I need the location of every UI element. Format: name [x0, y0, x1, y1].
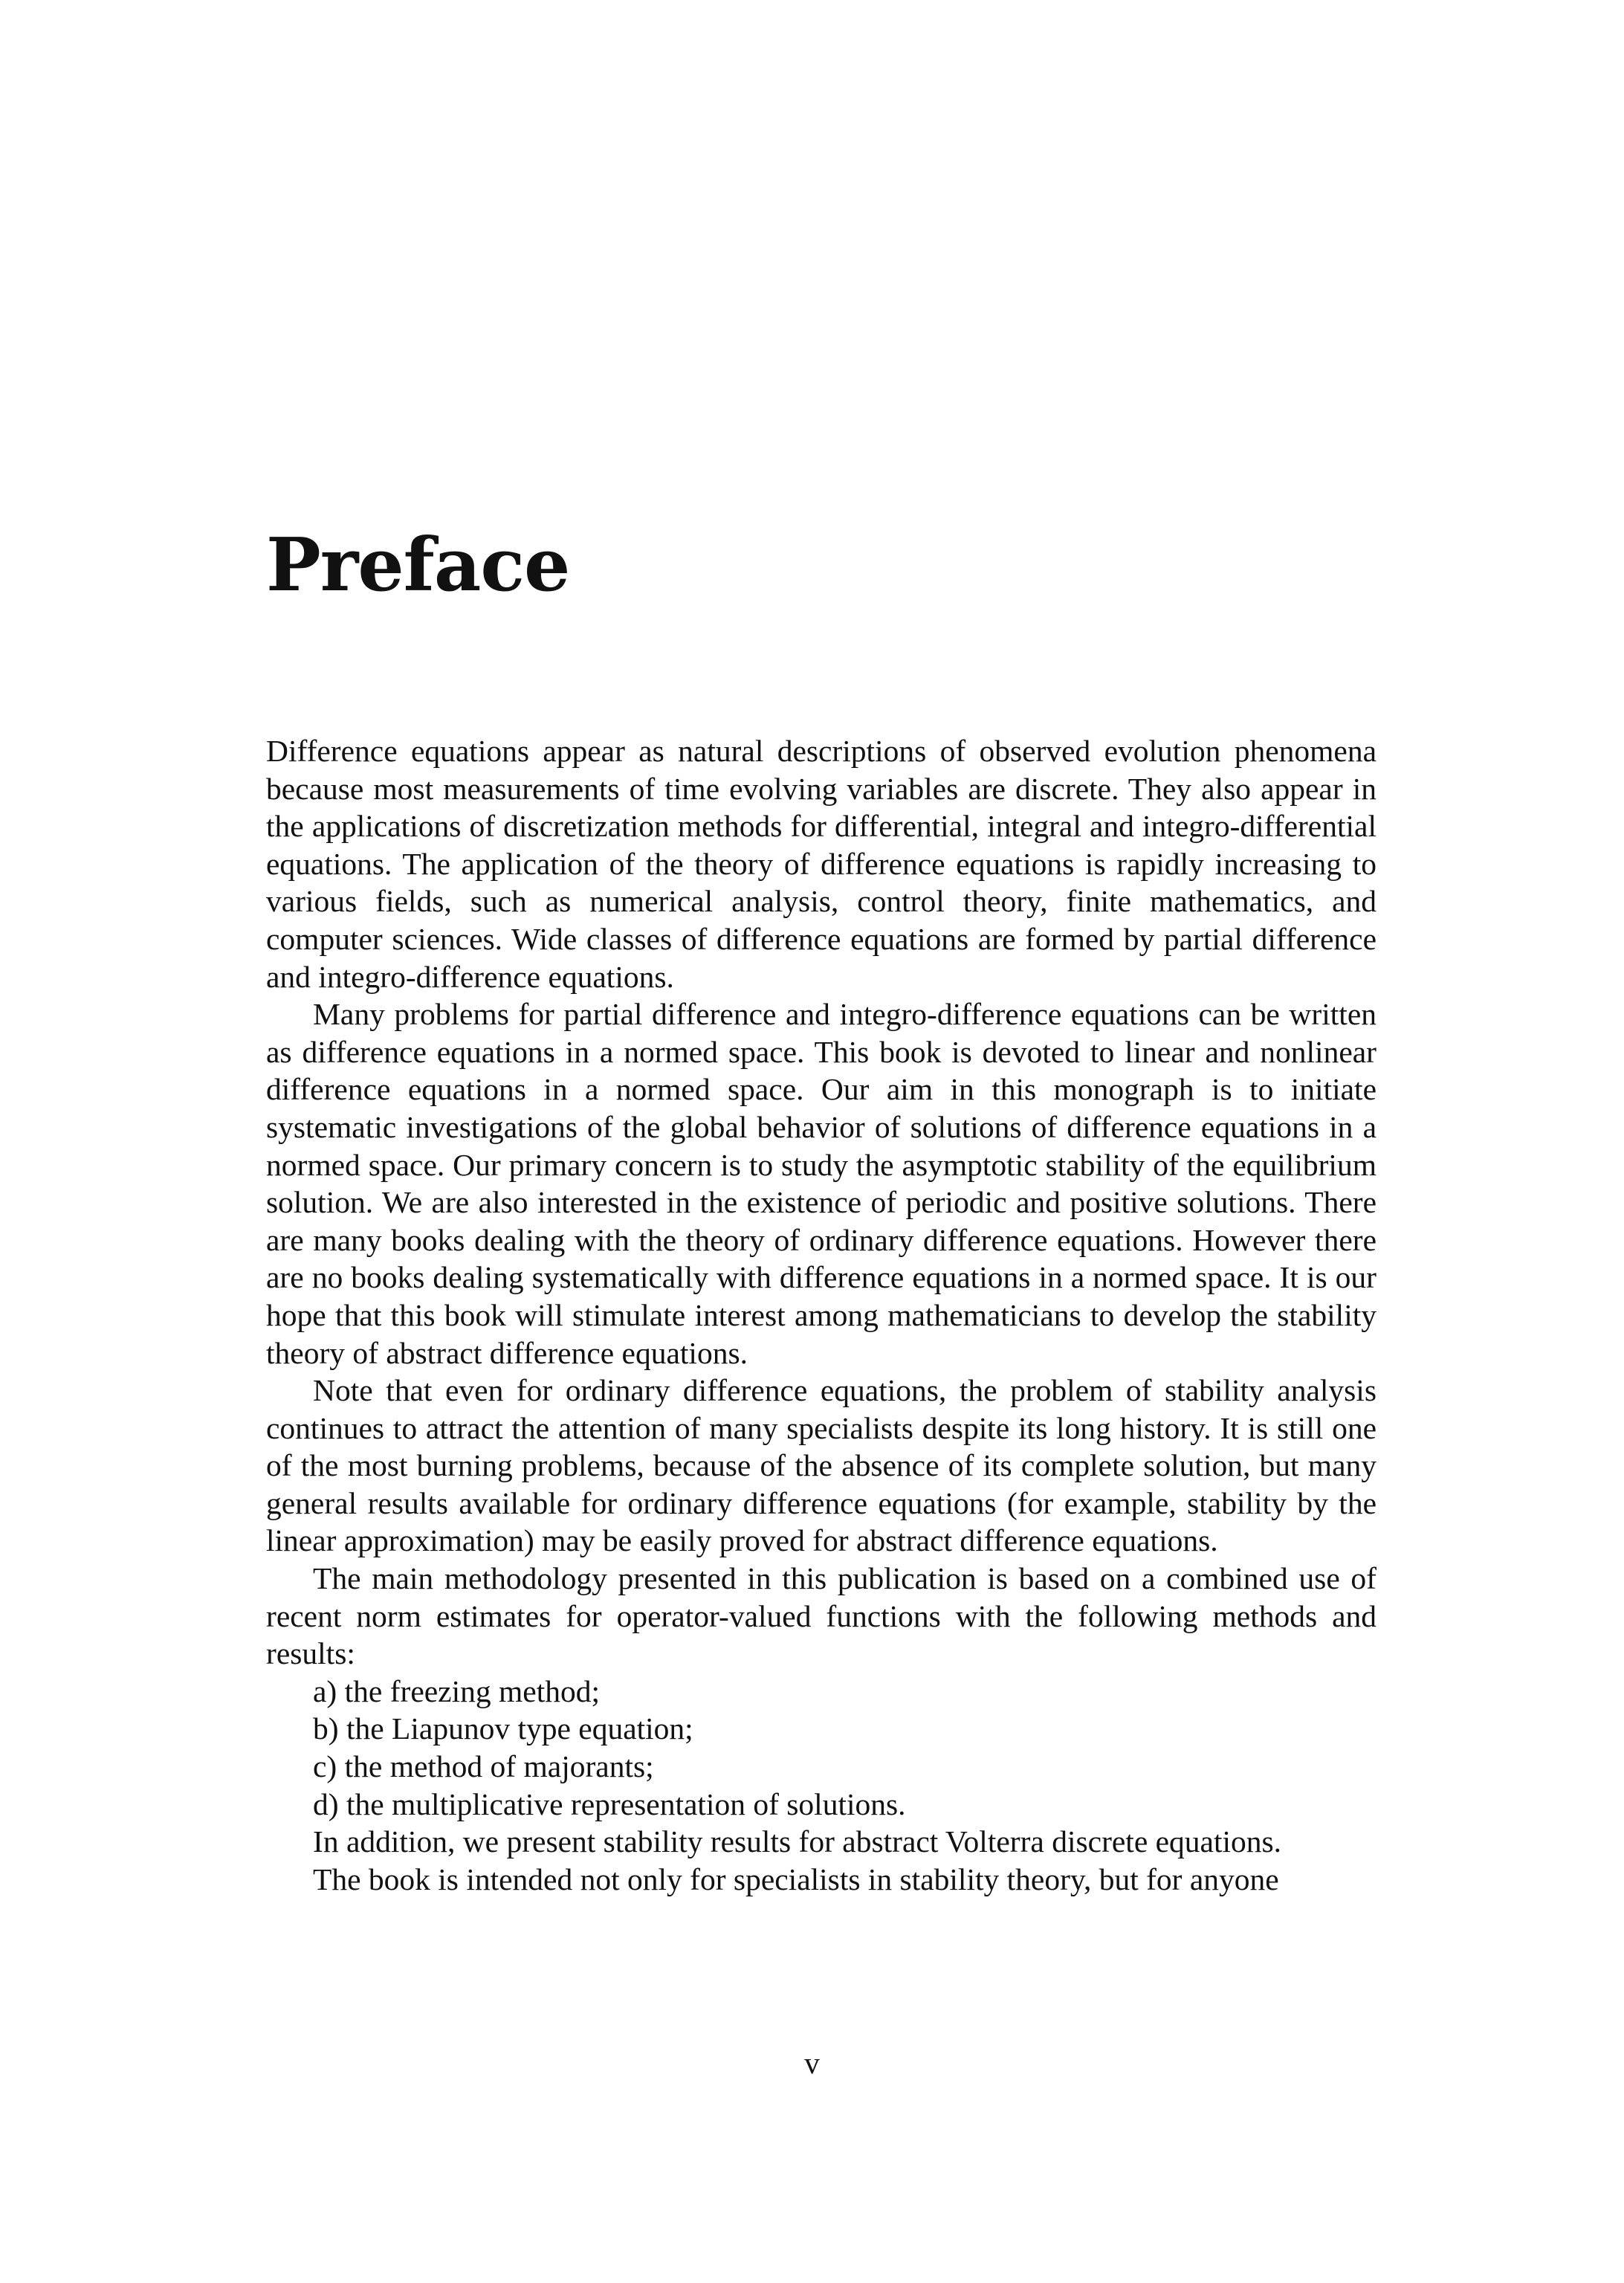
paragraph-4: The main methodology presented in this publication is based on a combined use of recent norm estimates for operator-valued functions with the following methods and results:: [266, 1561, 1376, 1671]
paragraph-2: Many problems for partial difference and integro-difference equations can be written as difference equations in a normed space. This book is devoted to linear and nonlinear difference equations in a normed space. Our aim in this monograph is to initiate systematic investigations of the global behavior of solutions of difference equations in a normed space. Our primary concern is to study the asymptotic stability of the equilibrium solution. We are also interested in the existence of periodic and positive solutions. There are many books dealing with the theory of ordinary difference equations. However there are no books dealing systematically with difference equations in a normed space. It is our hope that this book will stimulate interest among mathematicians to develop the stability theory of abstract difference equations.: [266, 997, 1376, 1370]
paragraph-3: Note that even for ordinary difference equations, the problem of stability analysis continues to attract the attention of many specialists despite its long history. It is still one of the most burning problems, because of the absence of its complete solution, but many general results available for ordinary difference equations (for example, stability by the linear approximation) may be easily proved for abstract difference equations.: [266, 1373, 1376, 1558]
paragraph-5: In addition, we present stability results for abstract Volterra discrete equations.: [313, 1824, 1282, 1859]
page-title: Preface: [266, 523, 570, 608]
list-item: c) the method of majorants;: [313, 1749, 654, 1784]
methods-list: [266, 1673, 1376, 1823]
page-number: v: [804, 2046, 820, 2080]
preface-body: [266, 732, 1376, 1898]
paragraph-6: The book is intended not only for specialists in stability theory, but for anyone: [313, 1861, 1279, 1896]
list-item: d) the multiplicative representation of solutions.: [313, 1786, 906, 1821]
list-item: a) the freezing method;: [313, 1673, 601, 1708]
paragraph-1: Difference equations appear as natural descriptions of observed evolution phenomena because most measurements of time evolving variables are discrete. They also appear in the applications of discretization methods for differential, integral and integro-differential equations. The application of the theory of difference equations is rapidly increasing to various fields, such as numerical analysis, control theory, finite mathematics, and computer sciences. Wide classes of difference equations are formed by partial difference and integro-difference equations.: [266, 734, 1376, 994]
list-item: b) the Liapunov type equation;: [313, 1711, 693, 1746]
